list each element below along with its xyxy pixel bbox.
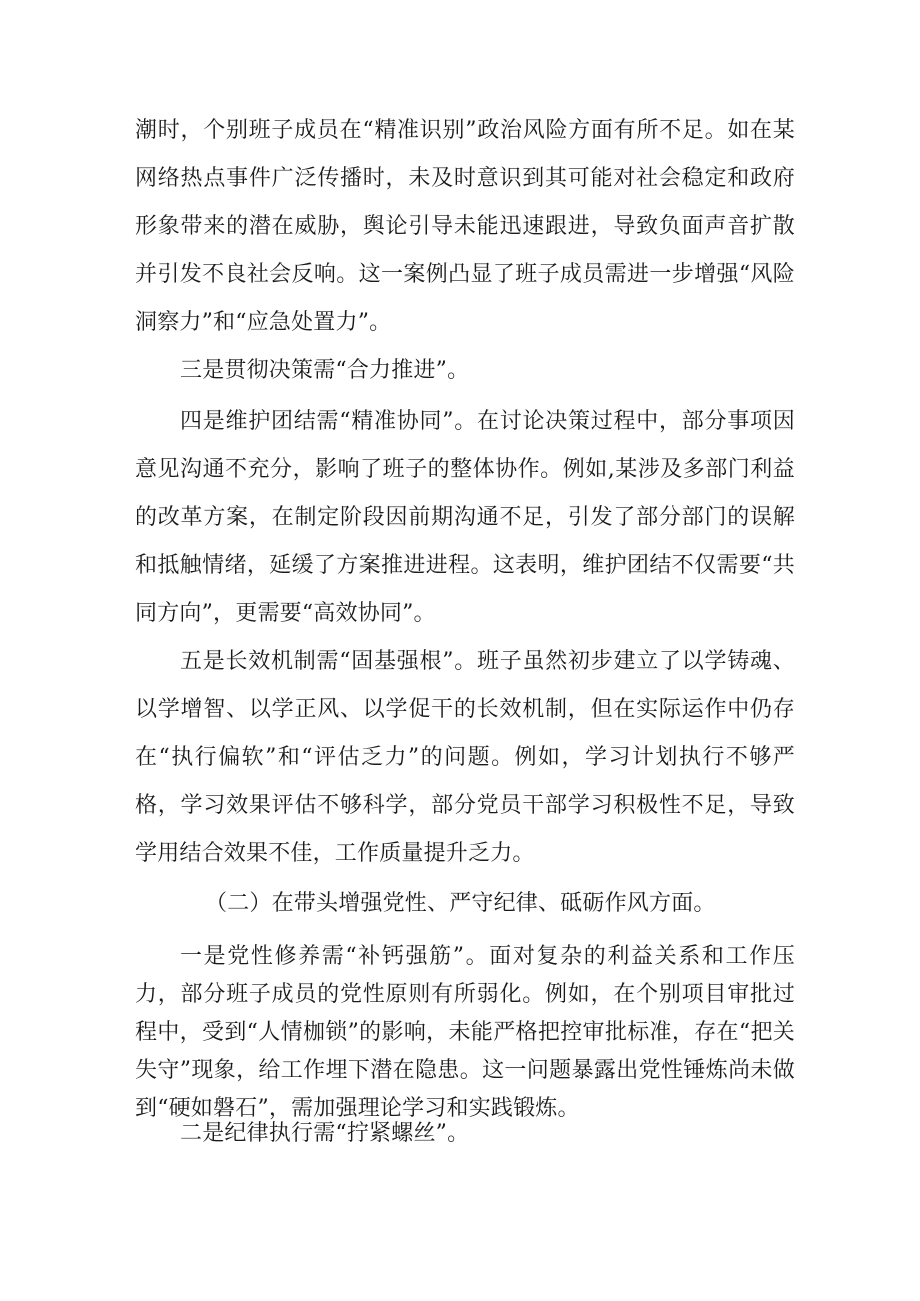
section-heading-2: （二）在带头增强党性、严守纪律、砥砺作风方面。	[205, 891, 716, 916]
paragraph-implement-decisions: 三是贯彻决策需“合力推进”。	[180, 358, 470, 383]
paragraph-discipline: 二是纪律执行需“拧紧螺丝”。	[180, 1121, 470, 1146]
paragraph-political-risk: 潮时，个别班子成员在“精准识别”政治风险方面有所不足。如在某网络热点事件广泛传播时，未及时意识到其可能对社会稳定和政府形象带来的潜在威胁，舆论引导未能迅速跟进，导致负面声音扩散并引发不良社会反响。这一案例凸显了班子成员需进一步增强“风险洞察力”和“应急处置力”。	[135, 118, 795, 335]
paragraph-maintain-unity: 四是维护团结需“精准协同”。在讨论决策过程中，部分事项因意见沟通不充分，影响了班子的整体协作。例如,某涉及多部门利益的改革方案，在制定阶段因前期沟通不足，引发了部分部门的误解和抵触情绪，延缓了方案推进进程。这表明，维护团结不仅需要“共同方向”，更需要“高效协同”。	[135, 409, 795, 626]
paragraph-party-spirit: 一是党性修养需“补钙强筋”。面对复杂的利益关系和工作压力，部分班子成员的党性原则有所弱化。例如，在个别项目审批过程中，受到“人情枷锁”的影响，未能严格把控审批标准，存在“把关失守”现象，给工作埋下潜在隐患。这一问题暴露出党性锤炼尚未做到“硬如磐石”，需加强理论学习和实践锻炼。	[135, 944, 795, 1121]
paragraph-long-term-mechanism: 五是长效机制需“固基强根”。班子虽然初步建立了以学铸魂、以学增智、以学正风、以学促干的长效机制，但在实际运作中仍存在“执行偏软”和“评估乏力”的问题。例如，学习计划执行不够严格，学习效果评估不够科学，部分党员干部学习积极性不足，导致学用结合效果不佳，工作质量提升乏力。	[135, 649, 795, 866]
